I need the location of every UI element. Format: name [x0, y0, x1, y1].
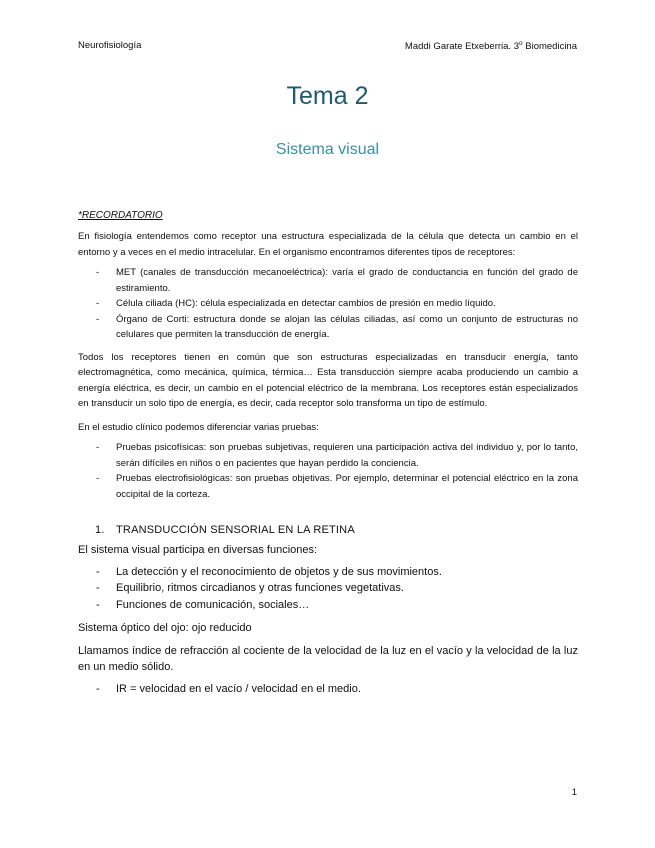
list-item: - Funciones de comunicación, sociales…	[78, 597, 578, 614]
functions-list	[78, 564, 578, 614]
header-degree: Biomedicina	[522, 41, 577, 53]
reminder-label: *RECORDATORIO	[78, 210, 163, 221]
list-item: - La detección y el reconocimiento de objetos y de sus movimientos.	[78, 564, 578, 581]
receptor-summary: Todos los receptores tienen en común que son estructuras especializadas en transducir energía, tanto electromagnética, como mecánica, química, térmica… Esta transducción siempre acaba produciendo un cambio a energía eléctrica, es decir, un cambio en el potencial eléctrico de la membrana. Los receptores están especializados en transducir un solo tipo de energía, es decir, cada receptor solo transforma un tipo de estímulo.	[78, 351, 578, 409]
document-body	[78, 210, 578, 704]
formula-list	[78, 681, 578, 698]
list-item: - IR = velocidad en el vacío / velocidad en el medio.	[78, 681, 578, 698]
header-ordinal: o	[518, 40, 523, 47]
list-item: - Pruebas electrofisiológicas: son pruebas objetivas. Por ejemplo, determinar el potencial eléctrico en la zona occipital de la corteza.	[78, 471, 578, 502]
section-number: 1.	[95, 524, 105, 536]
header-author	[405, 40, 577, 52]
page-title: Tema 2	[286, 82, 369, 110]
tests-intro: En el estudio clínico podemos diferenciar varias pruebas:	[78, 421, 319, 433]
section-title: TRANSDUCCIÓN SENSORIAL EN LA RETINA	[116, 524, 355, 536]
header-author-name: Maddi Garate Etxeberria. 3	[404, 41, 519, 53]
section-heading	[78, 524, 578, 536]
list-item: - Célula ciliada (HC): célula especializada en detectar cambios de presión en medio líquido.	[78, 296, 578, 312]
refraction-paragraph: Llamamos índice de refracción al cociente de la velocidad de la luz en el vacío y la velocidad de la luz en un medio sólido.	[78, 644, 578, 673]
list-item: - MET (canales de transducción mecanoeléctrica): varía el grado de conductancia en función del grado de estiramiento.	[78, 265, 578, 296]
tests-list	[78, 440, 578, 502]
functions-intro: El sistema visual participa en diversas funciones:	[78, 544, 318, 556]
list-item: - Pruebas psicofísicas: son pruebas subjetivas, requieren una participación activa del individuo y, por lo tanto, serán difíciles en niños o en pacientes que hayan perdido la conciencia.	[78, 440, 578, 471]
receptor-types-list	[78, 265, 578, 343]
header-course: Neurofisiología	[78, 40, 142, 51]
list-item: - Órgano de Corti: estructura donde se alojan las células ciliadas, así como un conjunto de estructuras no celulares que permiten la transducción de energía.	[78, 312, 578, 343]
subsection-heading: Sistema óptico del ojo: ojo reducido	[78, 622, 252, 634]
page-subtitle: Sistema visual	[275, 141, 380, 158]
reminder-intro: En fisiología entendemos como receptor una estructura especializada de la célula que detecta un cambio en el entorno y a veces en el medio intracelular. En el organismo encontramos diferentes tipos de receptores:	[78, 231, 578, 258]
list-item: - Equilibrio, ritmos circadianos y otras funciones vegetativas.	[78, 580, 578, 597]
page-number: 1	[571, 787, 577, 798]
